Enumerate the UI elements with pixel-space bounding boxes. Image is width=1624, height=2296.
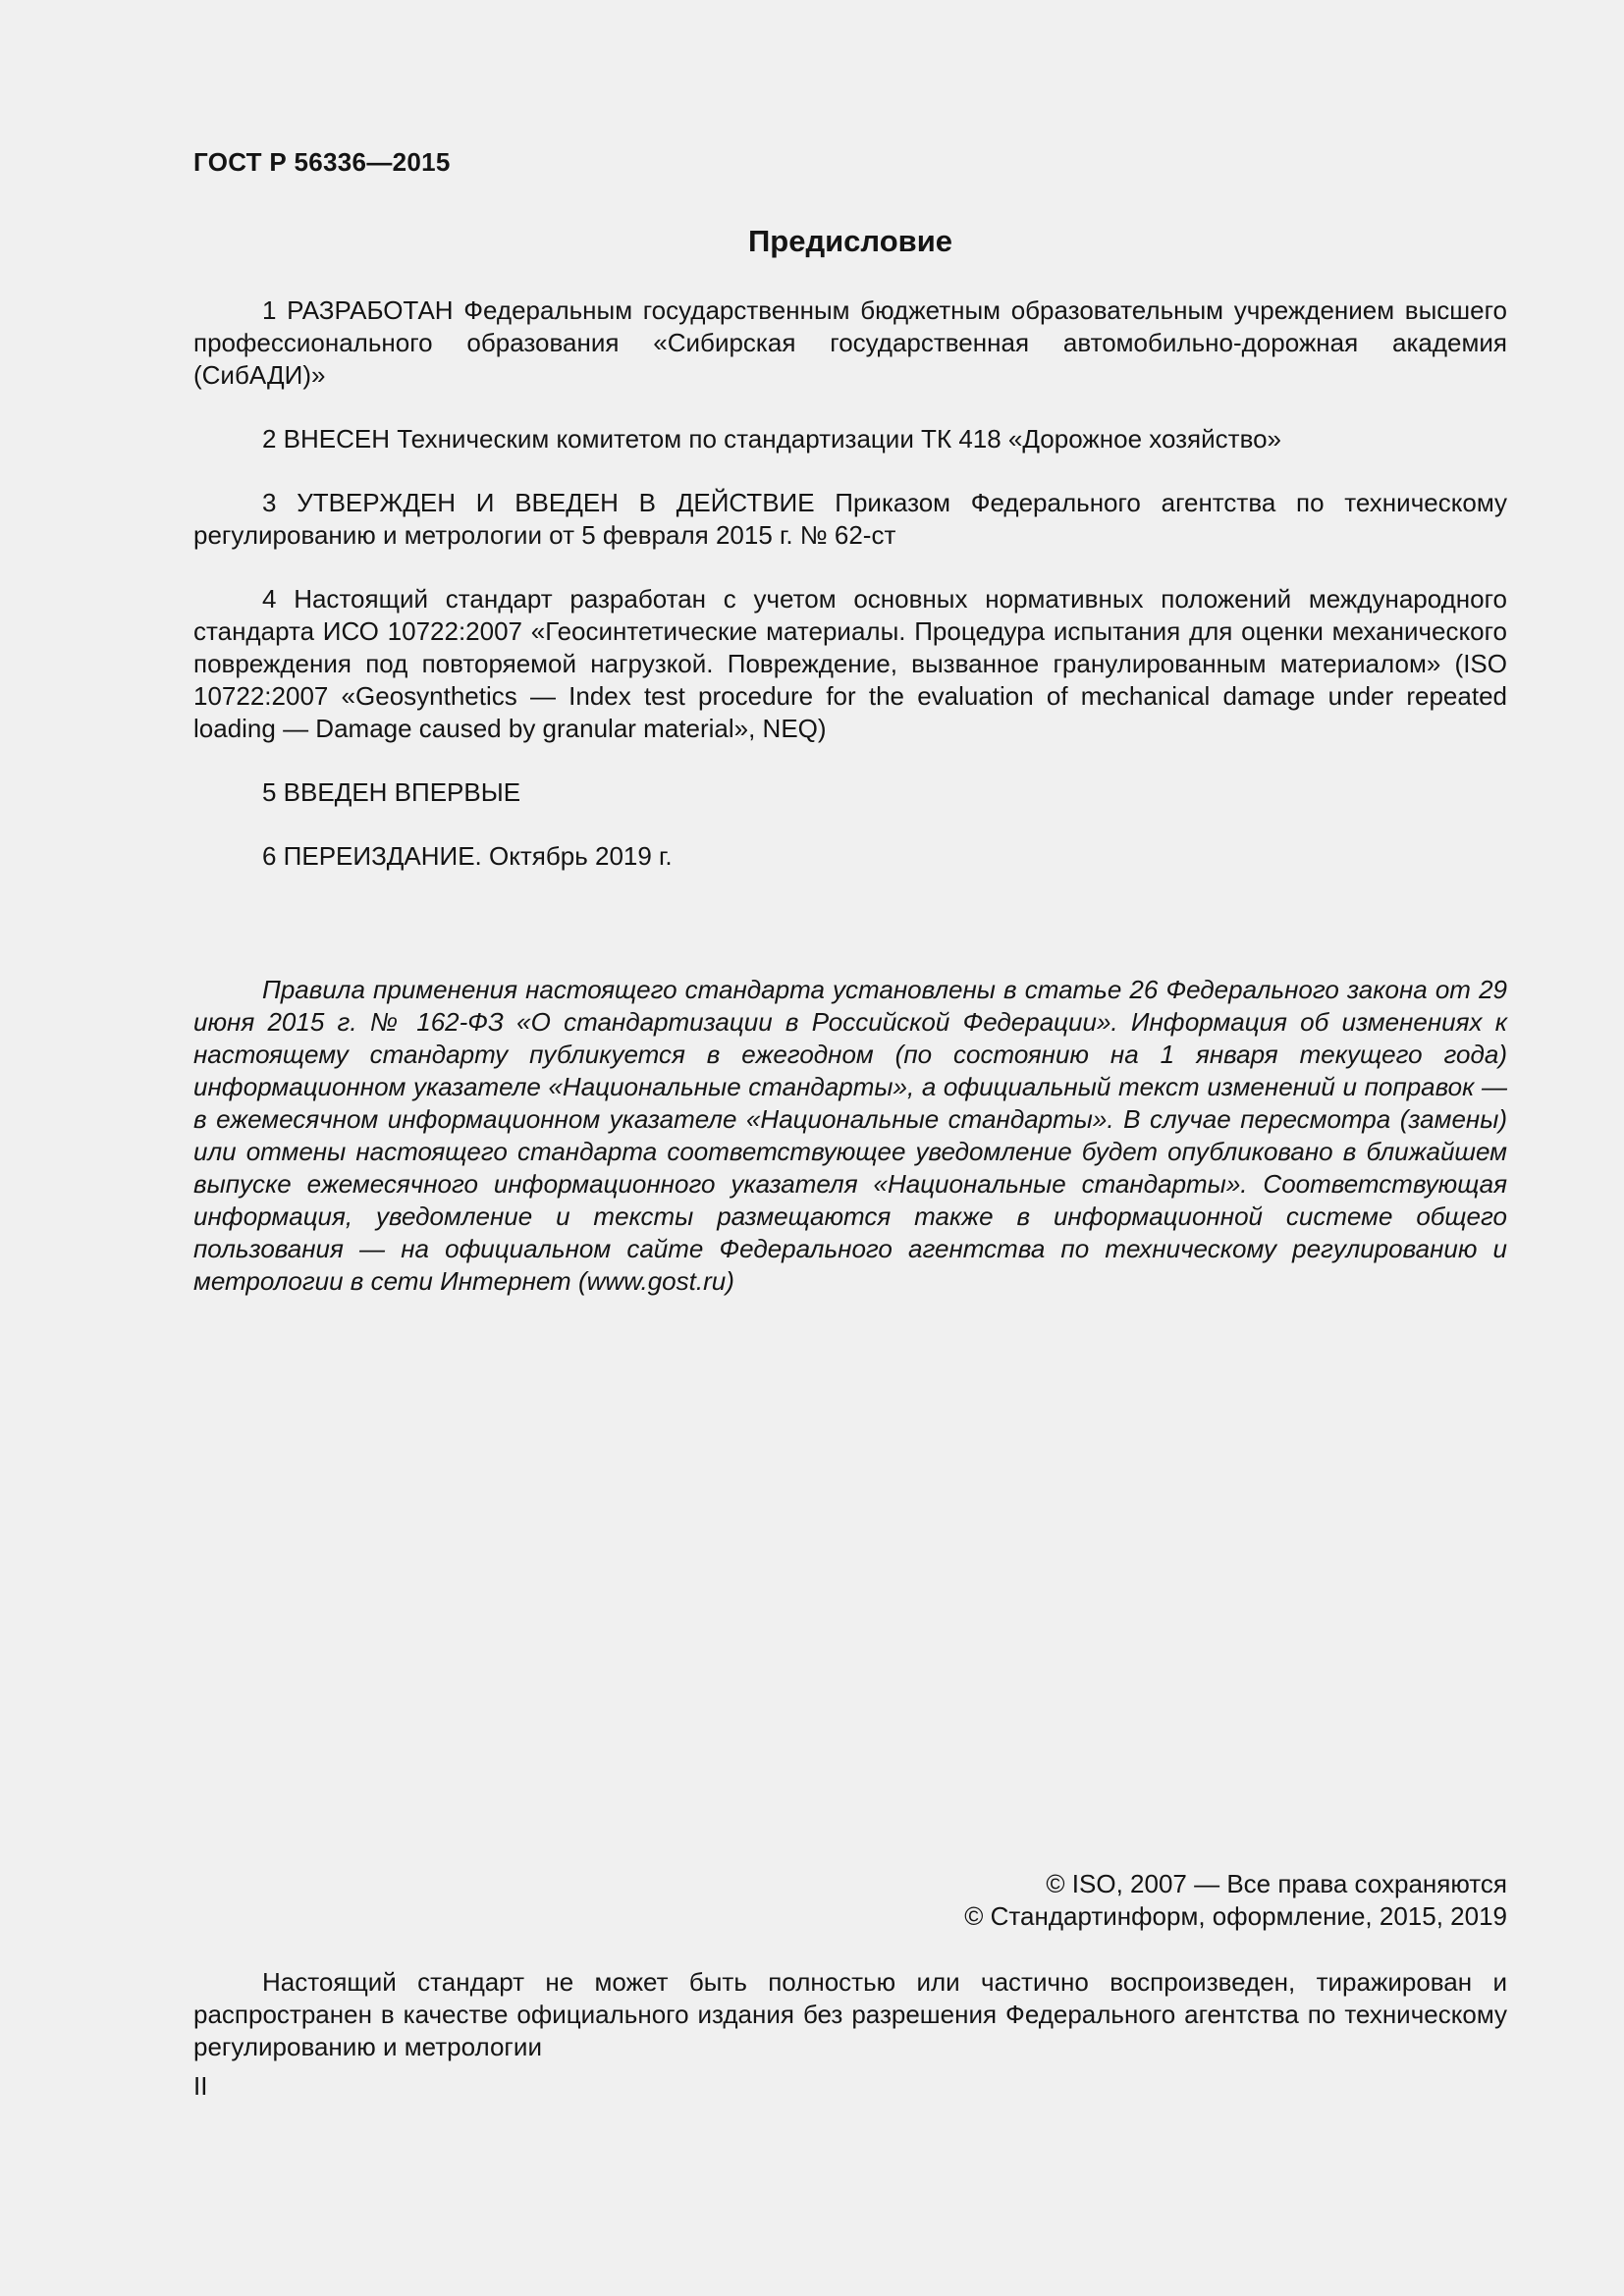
copyright-block — [964, 1868, 1507, 1933]
document-code: ГОСТ Р 56336—2015 — [193, 147, 451, 177]
copyright-iso: © ISO, 2007 — Все права сохраняются — [1046, 1869, 1507, 1898]
foreword-item-3: 3 УТВЕРЖДЕН И ВВЕДЕН В ДЕЙСТВИЕ Приказом Федерального агентства по техническому регулированию и метрологии от 5 февраля 2015 г. № 62-ст — [193, 488, 1507, 550]
foreword-item-5: 5 ВВЕДЕН ВПЕРВЫЕ — [262, 777, 521, 807]
standard-application-notice: Правила применения настоящего стандарта установлены в статье 26 Федерального закона от 29 июня 2015 г. № 162-ФЗ «О стандартизации в Российской Федерации». Информация об изменениях к настоящему стандарту публикуется в ежегодном (по состоянию на 1 января текущего года) информационном указателе «Национальные стандарты», а официальный текст изменений и поправок — в ежемесячном информационном указателе «Национальные стандарты». В случае пересмотра (замены) или отмены настоящего стандарта соответствующее уведомление будет опубликовано в ближайшем выпуске ежемесячного информационного указателя «Национальные стандарты». Соответствующая информация, уведомление и тексты размещаются также в информационной системе общего пользования — на официальном сайте Федерального агентства по техническому регулированию и метрологии в сети Интернет (www.gost.ru) — [193, 975, 1507, 1296]
foreword-item-4: 4 Настоящий стандарт разработан с учетом основных нормативных положений международного стандарта ИСО 10722:2007 «Геосинтетические материалы. Процедура испытания для оценки механического повреждения под повторяемой нагрузкой. Повреждение, вызванное гранулированным материалом» (ISO 10722:2007 «Geosynthetics — Index test procedure for the evaluation of mechanical damage under repeated loading — Damage caused by granular material», NEQ) — [193, 584, 1507, 743]
page-number: II — [193, 2071, 208, 2101]
copyright-standartinform: © Стандартинформ, оформление, 2015, 2019 — [964, 1901, 1507, 1931]
section-heading: Предисловие — [747, 224, 952, 258]
foreword-item-6: 6 ПЕРЕИЗДАНИЕ. Октябрь 2019 г. — [262, 841, 673, 871]
reproduction-notice: Настоящий стандарт не может быть полностью или частично воспроизведен, тиражирован и распространен в качестве официального издания без разрешения Федерального агентства по техническому регулированию и метрологии — [193, 1967, 1507, 2061]
foreword-item-2: 2 ВНЕСЕН Техническим комитетом по стандартизации ТК 418 «Дорожное хозяйство» — [262, 424, 1282, 454]
foreword-item-1: 1 РАЗРАБОТАН Федеральным государственным бюджетным образовательным учреждением высшего профессионального образования «Сибирская государственная автомобильно-дорожная академия (СибАДИ)» — [193, 295, 1507, 390]
